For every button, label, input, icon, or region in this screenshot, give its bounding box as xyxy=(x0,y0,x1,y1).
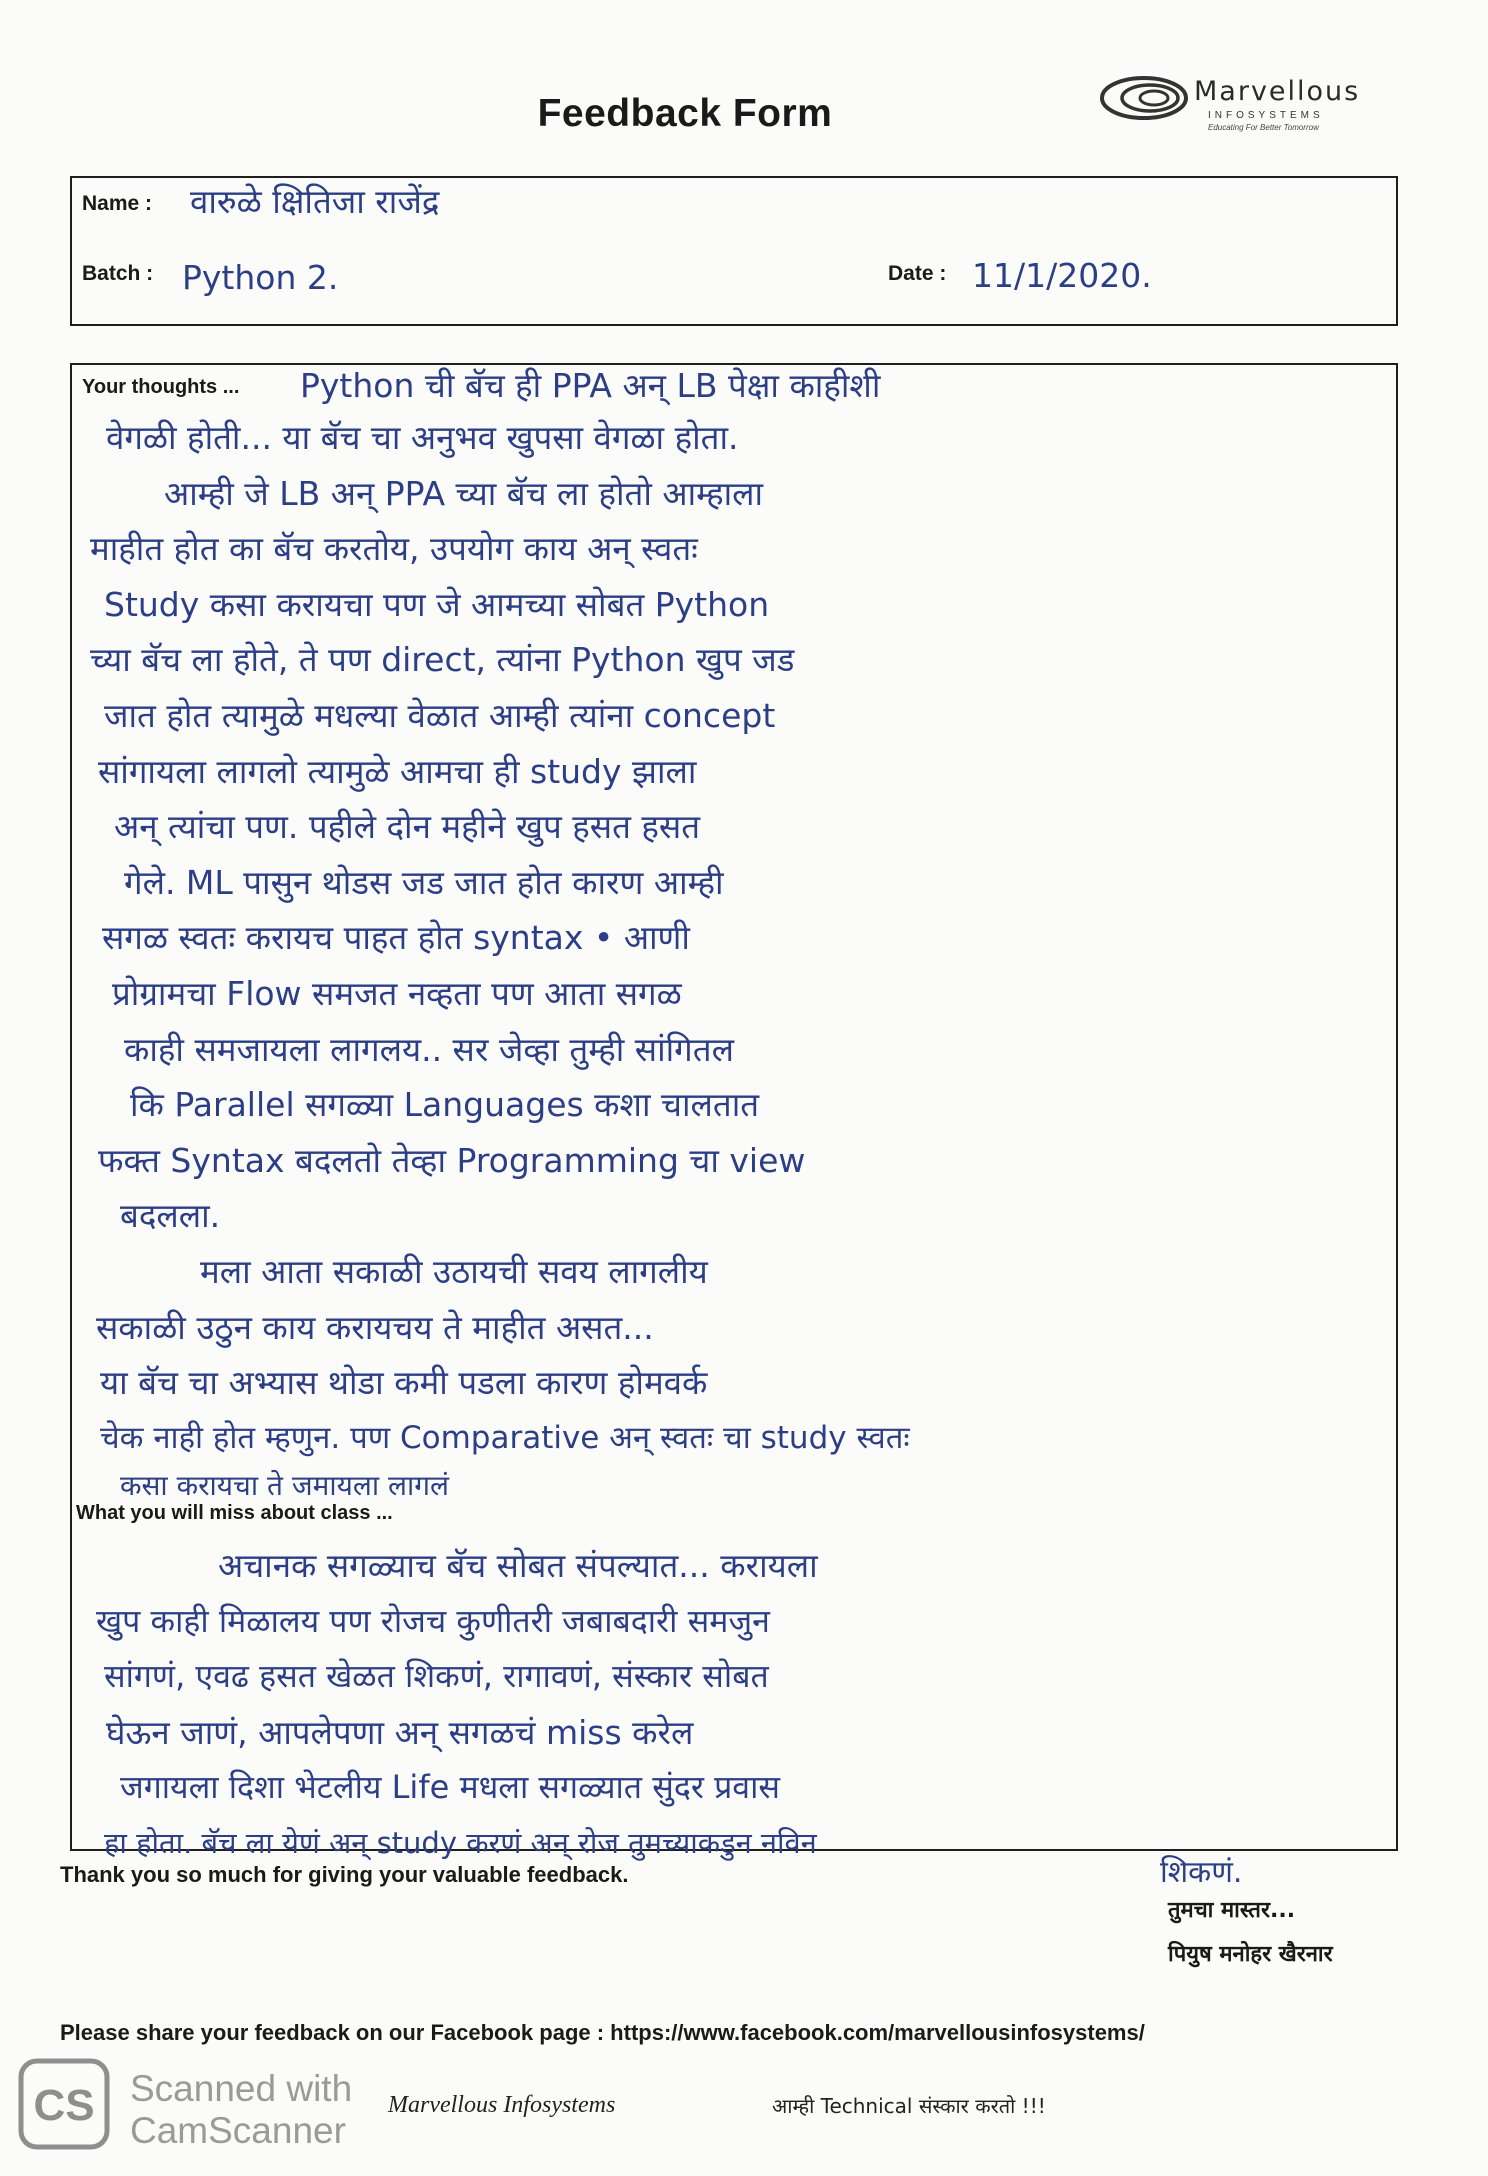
miss-line: हा होता. बॅच ला येणं अन् study करणं अन् रोज तुमच्याकडुन नविन xyxy=(104,1825,817,1860)
logo-wordmark: Marvellous xyxy=(1194,76,1361,107)
thoughts-line: Study कसा करायचा पण जे आमच्या सोबत Python xyxy=(104,584,770,624)
batch-label: Batch : xyxy=(82,262,154,285)
miss-line: सांगणं, एवढ हसत खेळत शिकणं, रागावणं, संस्कार सोबत xyxy=(104,1657,769,1696)
form-title: Feedback Form xyxy=(537,92,833,135)
name-label: Name : xyxy=(82,192,153,215)
miss-line: घेऊन जाणं, आपलेपणा अन् सगळचं miss करेल xyxy=(106,1712,694,1752)
thoughts-line: कसा करायचा ते जमायला लागलं xyxy=(120,1469,449,1503)
camscanner-icon xyxy=(18,2058,110,2150)
scanner-watermark xyxy=(130,2068,352,2152)
name-value: वारुळे क्षितिजा राजेंद्र xyxy=(190,182,440,221)
thoughts-line: फक्त Syntax बदलतो तेव्हा Programming चा view xyxy=(98,1140,806,1180)
facebook-note: Please share your feedback on our Facebook page : https://www.facebook.com/marvellousinfosystems/ xyxy=(60,2020,1145,2045)
thoughts-text xyxy=(90,410,910,1506)
miss-line: अचानक सगळ्याच बॅच सोबत संपल्यात... करायला xyxy=(218,1546,818,1585)
batch-value: Python 2. xyxy=(182,258,339,297)
date-value: 11/1/2020. xyxy=(972,256,1152,295)
marvellous-logo xyxy=(1098,70,1438,140)
thoughts-line: च्या बॅच ला होते, ते पण direct, त्यांना Python खुप जड xyxy=(90,640,795,680)
miss-label: What you will miss about class ... xyxy=(76,1502,393,1524)
thoughts-line: माहीत होत का बॅच करतोय, उपयोग काय अन् स्वतः xyxy=(90,529,698,569)
thoughts-line: प्रोग्रामचा Flow समजत नव्हता पण आता सगळ xyxy=(112,973,682,1013)
thoughts-line: सकाळी उठुन काय करायचय ते माहीत असत... xyxy=(96,1307,654,1347)
thanks-note: Thank you so much for giving your valuable feedback. xyxy=(60,1862,629,1887)
thoughts-line: जात होत त्यामुळे मधल्या वेळात आम्ही त्यांना concept xyxy=(104,695,776,735)
miss-line: खुप काही मिळालय पण रोजच कुणीतरी जबाबदारी समजुन xyxy=(96,1601,770,1640)
scanner-line-1: Scanned with xyxy=(130,2068,353,2109)
thoughts-line: या बॅच चा अभ्यास थोडा कमी पडला कारण होमवर्क xyxy=(100,1363,708,1403)
miss-line: जगायला दिशा भेटलीय Life मधला सगळ्यात सुंदर प्रवास xyxy=(120,1768,781,1807)
brand-signature: Marvellous Infosystems xyxy=(388,2092,616,2118)
signature-line-2: पियुष मनोहर खैरनार xyxy=(1168,1942,1333,1967)
thoughts-line: वेगळी होती... या बॅच चा अनुभव खुपसा वेगळा होता. xyxy=(106,418,739,457)
miss-text xyxy=(90,1538,818,1872)
thoughts-line: चेक नाही होत म्हणुन. पण Comparative अन् स्वतः चा study स्वतः xyxy=(100,1419,910,1456)
thoughts-line: बदलला. xyxy=(120,1196,221,1236)
signature-line-1: तुमचा मास्तर... xyxy=(1168,1898,1296,1923)
thoughts-line: सांगायला लागलो त्यामुळे आमचा ही study झाला xyxy=(98,751,697,791)
thoughts-label: Your thoughts ... xyxy=(82,376,240,398)
thoughts-line: सगळ स्वतः करायच पाहत होत syntax • आणी xyxy=(102,918,690,958)
thoughts-line: कि Parallel सगळ्या Languages कशा चालतात xyxy=(130,1085,760,1125)
swirl-logo-icon xyxy=(1098,70,1190,130)
thoughts-first-line: Python ची बॅच ही PPA अन् LB पेक्षा काहीशी xyxy=(300,366,881,405)
thoughts-line: आम्ही जे LB अन् PPA च्या बॅच ला होतो आम्हाला xyxy=(164,473,764,513)
scanner-line-2: CamScanner xyxy=(130,2110,346,2151)
date-label: Date : xyxy=(888,262,947,285)
logo-tagline: Educating For Better Tomorrow xyxy=(1208,123,1319,132)
brand-slogan: आम्ही Technical संस्कार करतो !!! xyxy=(772,2094,1046,2118)
logo-subtitle: INFOSYSTEMS xyxy=(1208,110,1324,121)
miss-last-word: शिकणं. xyxy=(1160,1855,1243,1890)
thoughts-line: अन् त्यांचा पण. पहीले दोन महीने खुप हसत हसत xyxy=(114,807,701,847)
thoughts-line: मला आता सकाळी उठायची सवय लागलीय xyxy=(200,1251,708,1291)
camscanner-icon-label: CS xyxy=(33,2081,95,2130)
thoughts-line: गेले. ML पासुन थोडस जड जात होत कारण आम्ही xyxy=(124,862,724,902)
thoughts-line: काही समजायला लागलय.. सर जेव्हा तुम्ही सांगितल xyxy=(124,1029,734,1069)
